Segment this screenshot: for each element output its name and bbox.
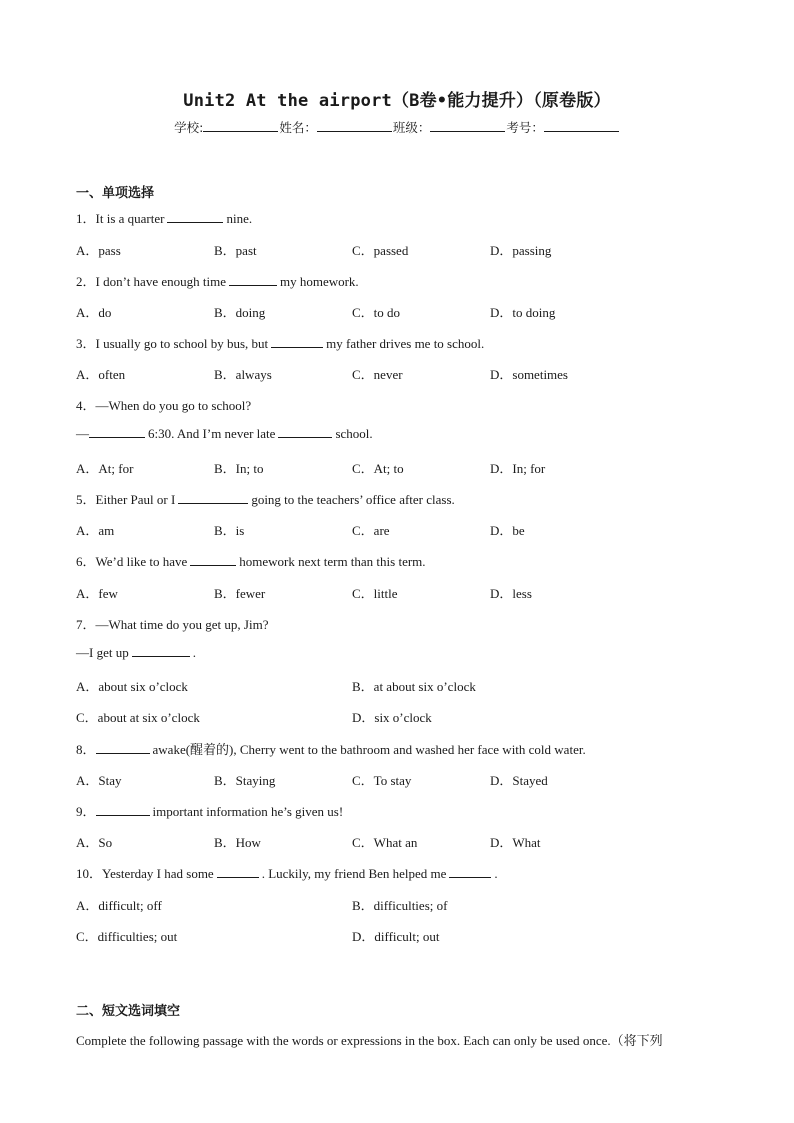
school-label: 学校: — [174, 120, 204, 135]
question-text: . — [192, 645, 196, 660]
question-number: 8． — [76, 742, 96, 757]
option-b: B．always — [214, 367, 272, 382]
question-number: 10． — [76, 866, 103, 881]
option-b: B．past — [214, 243, 257, 258]
answer-blank — [96, 742, 150, 754]
question-text: . — [494, 866, 498, 881]
section2-instruction: Complete the following passage with the words or expressions in the box. Each can only be used once.（将下列 — [76, 1033, 663, 1048]
option-c: C．difficulties; out — [76, 929, 178, 944]
answer-blank — [178, 492, 248, 504]
option-c: C．never — [352, 367, 403, 382]
question-4-line-2 — [76, 426, 373, 442]
option-a: A．often — [76, 367, 126, 382]
option-d: D．What — [490, 835, 541, 850]
section1-heading: 一、单项选择 — [76, 186, 155, 201]
question-number: 6． — [76, 554, 96, 569]
option-d: D．sometimes — [490, 367, 568, 382]
name-label: 姓名： — [279, 120, 317, 135]
option-c: C．passed — [352, 243, 409, 258]
answer-blank — [89, 426, 145, 438]
option-a: A．pass — [76, 243, 121, 258]
option-a: A．At; for — [76, 461, 134, 476]
section2-heading: 二、短文选词填空 — [76, 1004, 181, 1019]
answer-blank — [96, 804, 150, 816]
answer-blank — [217, 866, 259, 878]
option-b: B．is — [214, 523, 245, 538]
option-b: B．doing — [214, 305, 266, 320]
question-text: It is a quarter — [95, 211, 165, 226]
question-text: —I get up — [76, 645, 129, 660]
question-2 — [76, 271, 359, 290]
answer-blank — [229, 274, 277, 286]
question-text: 6:30. And I’m never late — [148, 426, 276, 441]
answer-blank — [190, 554, 236, 566]
option-b: B．In; to — [214, 461, 264, 476]
answer-blank — [271, 336, 323, 348]
question-3 — [76, 333, 484, 352]
question-text: I usually go to school by bus, but — [95, 336, 269, 351]
question-text: my father drives me to school. — [326, 336, 485, 351]
question-text: going to the teachers’ office after class. — [251, 492, 455, 507]
question-text: awake(醒着的), Cherry went to the bathroom and washed her face with cold water. — [152, 742, 586, 757]
question-number: 9． — [76, 804, 96, 819]
option-c: C．little — [352, 586, 398, 601]
option-d: D．less — [490, 586, 532, 601]
option-b: B．at about six o’clock — [352, 679, 476, 694]
question-text: homework next term than this term. — [239, 554, 426, 569]
answer-blank — [449, 866, 491, 878]
exam-no-label: 考号： — [506, 120, 544, 135]
question-text: I don’t have enough time — [95, 274, 226, 289]
class-label: 班级： — [392, 120, 431, 135]
option-b: B．difficulties; of — [352, 898, 448, 913]
question-number: 2． — [76, 274, 96, 289]
question-number: 7． — [76, 617, 96, 632]
option-a: A．do — [76, 305, 112, 320]
option-c: C．to do — [352, 305, 401, 320]
option-c: C．are — [352, 523, 390, 538]
option-c: C．To stay — [352, 773, 412, 788]
question-text: my homework. — [279, 274, 359, 289]
question-text: We’d like to have — [95, 554, 188, 569]
question-5 — [76, 489, 455, 508]
question-text: —When do you go to school? — [95, 398, 252, 413]
option-d: D．difficult; out — [352, 929, 440, 944]
class-blank[interactable] — [430, 119, 505, 132]
question-text: Either Paul or I — [95, 492, 176, 507]
option-d: D．passing — [490, 243, 552, 258]
question-7-line-2 — [76, 645, 196, 661]
question-7 — [76, 614, 268, 633]
question-1 — [76, 208, 252, 227]
question-text: — — [76, 426, 89, 441]
question-6 — [76, 551, 426, 570]
option-d: D．to doing — [490, 305, 556, 320]
option-b: B．Staying — [214, 773, 276, 788]
option-d: D．six o’clock — [352, 710, 432, 725]
question-text: —What time do you get up, Jim? — [95, 617, 269, 632]
exam-no-blank[interactable] — [544, 119, 619, 132]
option-a: A．few — [76, 586, 118, 601]
answer-blank — [167, 211, 223, 223]
option-a: A．about six o’clock — [76, 679, 188, 694]
question-4 — [76, 395, 251, 414]
option-a: A．difficult; off — [76, 898, 162, 913]
question-number: 4． — [76, 398, 96, 413]
answer-blank — [132, 645, 190, 657]
option-d: D．Stayed — [490, 773, 548, 788]
option-c: C．What an — [352, 835, 418, 850]
question-text: . Luckily, my friend Ben helped me — [261, 866, 447, 881]
student-info-row — [0, 118, 794, 136]
question-text: Yesterday I had some — [102, 866, 214, 881]
name-blank[interactable] — [317, 119, 392, 132]
document-title: Unit2 At the airport（B卷•能力提升）（原卷版） — [183, 91, 611, 111]
option-a: A．Stay — [76, 773, 122, 788]
question-8 — [76, 739, 586, 758]
option-c: C．At; to — [352, 461, 404, 476]
question-number: 1． — [76, 211, 96, 226]
question-9 — [76, 801, 343, 820]
option-b: B．How — [214, 835, 261, 850]
option-b: B．fewer — [214, 586, 266, 601]
question-10 — [76, 863, 498, 882]
question-number: 5． — [76, 492, 96, 507]
school-blank[interactable] — [203, 119, 278, 132]
option-a: A．So — [76, 835, 113, 850]
option-d: D．In; for — [490, 461, 546, 476]
question-number: 3． — [76, 336, 96, 351]
question-text: nine. — [226, 211, 253, 226]
option-a: A．am — [76, 523, 115, 538]
answer-blank — [278, 426, 332, 438]
option-c: C．about at six o’clock — [76, 710, 200, 725]
question-text: school. — [335, 426, 373, 441]
question-text: important information he’s given us! — [152, 804, 344, 819]
option-d: D．be — [490, 523, 525, 538]
